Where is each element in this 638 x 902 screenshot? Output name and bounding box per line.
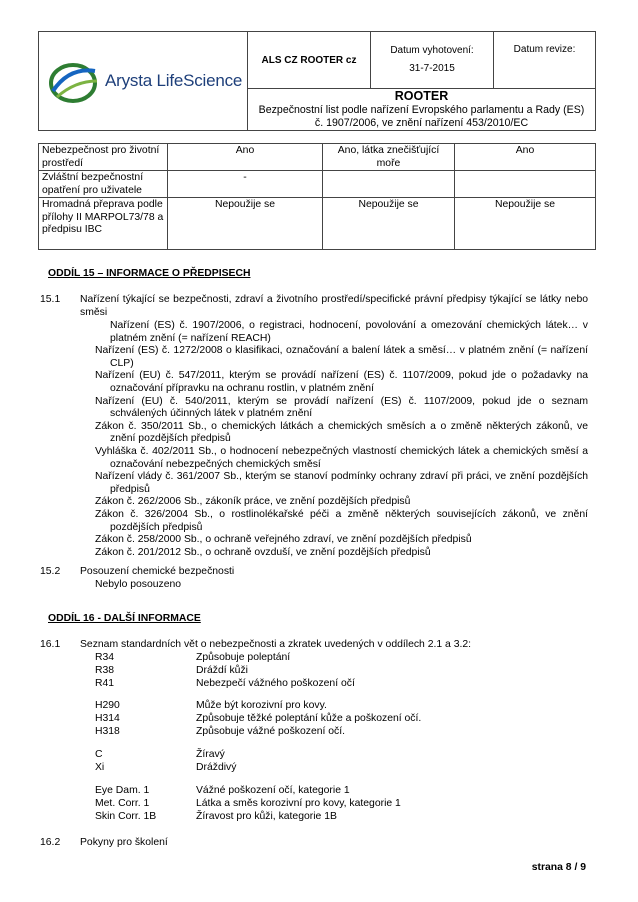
table-cell: - [168,171,323,198]
product-name: ROOTER [394,89,449,103]
row-label: Hromadná přeprava podle přílohy II MARPOL73/78 a předpisu IBC [39,198,168,250]
table-cell: Nepoužije se [168,198,323,250]
revision-date-label: Datum revize: [494,32,596,89]
table-cell: Ano, látka znečišťující moře [323,144,455,171]
sds-regulation-line2: č. 1907/2006, ve znění nařízení 453/2010/EC [314,117,529,129]
table-cell: Ano [455,144,596,171]
regulations-list [95,320,588,559]
list-item: Vyhláška č. 402/2011 Sb., o hodnocení nebezpečných vlastností chemických látek a chemických směsí a označování nebezpečných chemických směsí [95,445,588,470]
product-code: ALS CZ ROOTER cz [248,32,371,89]
list-item: Zákon č. 262/2006 Sb., zákoník práce, ve znění pozdějších předpisů [95,496,411,508]
row-label: Zvláštní bezpečnostní opatření pro uživatele [39,171,168,198]
list-item: Nařízení (EU) č. 540/2011, kterým se provádí nařízení (ES) č. 1107/2009, pokud jde o seznam schválených účinných látek v platném znění [95,395,588,420]
list-item: Zákon č. 258/2000 Sb., o ochraně veřejného zdraví, ve znění pozdějších předpisů [95,534,472,546]
table-row [39,198,596,250]
table-cell [323,171,455,198]
list-item: Zákon č. 326/2004 Sb., o rostlinolékařské péči a změně některých souvisejících zákonů, ve znění pozdějších předpisů [95,508,588,533]
table-cell [455,171,596,198]
table-cell: Nepoužije se [455,198,596,250]
section-15-title: ODDÍL 15 – INFORMACE O PŘEDPISECH [48,268,251,279]
list-item: Nařízení vlády č. 361/2007 Sb., kterým se stanoví podmínky ochrany zdraví při práci, ve znění pozdějších předpisů [95,471,588,495]
subsection-15-1-text: Nařízení týkající se bezpečnosti, zdraví a životního prostředí/specifické právní předpisy týkající se látky nebo směsi [80,294,588,318]
issue-date-label: Datum vyhotovení: [390,45,474,56]
row-label: Nebezpečnost pro životní prostředí [39,144,168,171]
logo-cell [39,32,248,131]
subsection-15-2-title: Posouzení chemické bezpečnosti [80,566,235,577]
table-cell: Ano [168,144,323,171]
table-row [39,144,596,171]
subsection-number: 15.2 [40,566,61,577]
section-16-title: ODDÍL 16 - DALŠÍ INFORMACE [48,613,201,624]
subsection-16-2-title: Pokyny pro školení [80,837,168,848]
subsection-16-1-text: Seznam standardních vět o nebezpečnosti a zkratek uvedených v oddílech 2.1 a 3.2: [80,639,472,650]
document-header [38,31,596,131]
page-number: strana 8 / 9 [531,862,586,873]
list-item: Nařízení (ES) č. 1272/2008 o klasifikaci, označování a balení látek a směsí… v platném znění (= nařízení CLP) [95,345,588,369]
transport-hazard-table [38,143,596,250]
issue-date-cell [371,32,494,89]
list-item: Zákon č. 201/2012 Sb., o ochraně ovzduší, ve znění pozdějších předpisů [95,546,431,558]
list-item: Nařízení (ES) č. 1907/2006, o registraci, hodnocení, povolování a omezování chemických látek… v platném znění (= nařízení REACH) [110,320,588,344]
issue-date-value: 31-7-2015 [409,63,455,74]
list-item: Nařízení (EU) č. 547/2011, kterým se provádí nařízení (ES) č. 1107/2009, pokud jde o požadavky na označování přípravku na ochranu rostlin, v platném znění [95,370,588,394]
arysta-logo-icon [45,57,101,105]
sds-title-cell [248,89,596,131]
subsection-number: 16.2 [40,837,61,848]
sds-regulation-line1: Bezpečnostní list podle nařízení Evropského parlamentu a Rady (ES) [258,104,585,116]
table-row [39,171,596,198]
list-item: Zákon č. 350/2011 Sb., o chemických látkách a chemických směsích a o změně některých zákonů, ve znění pozdějších předpisů [95,420,588,445]
subsection-number: 15.1 [40,294,61,305]
table-cell: Nepoužije se [323,198,455,250]
logo-text: Arysta LifeScience [105,71,243,90]
subsection-15-2-text: Nebylo posouzeno [95,579,182,590]
subsection-number: 16.1 [40,639,61,650]
